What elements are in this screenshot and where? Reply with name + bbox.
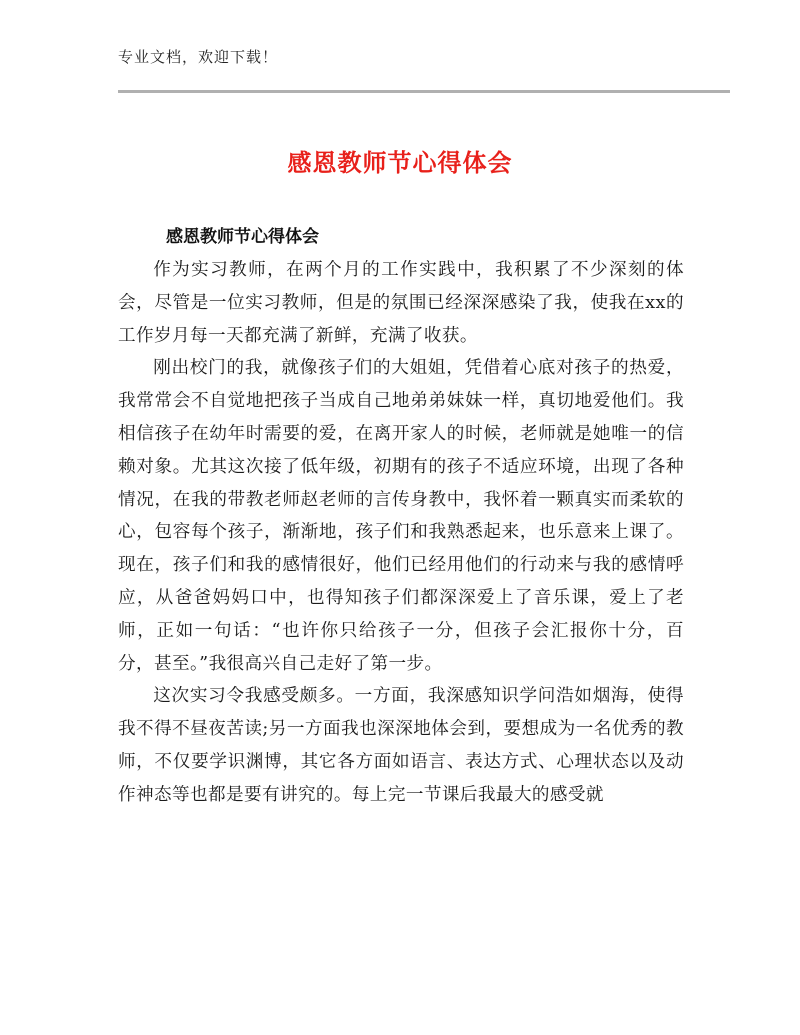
paragraph: 刚出校门的我，就像孩子们的大姐姐，凭借着心底对孩子的热爱，我常常会不自觉地把孩子当成自己地弟弟妹妹一样，真切地爱他们。我相信孩子在幼年时需要的爱，在离开家人的时候，老师就是她唯一的信赖对象。尤其这次接了低年级，初期有的孩子不适应环境，出现了各种情况，在我的带教老师赵老师的言传身教中，我怀着一颗真实而柔软的心，包容每个孩子，渐渐地，孩子们和我熟悉起来，也乐意来上课了。现在，孩子们和我的感情很好，他们已经用他们的行动来与我的感情呼应，从爸爸妈妈口中，也得知孩子们都深深爱上了音乐课，爱上了老师，正如一句话：“也许你只给孩子一分，但孩子会汇报你十分，百分，甚至。”我很高兴自己走好了第一步。 xyxy=(118,358,684,674)
paragraph: 作为实习教师，在两个月的工作实践中，我积累了不少深刻的体会，尽管是一位实习教师，但是的氛围已经深深感染了我，使我在xx的工作岁月每一天都充满了新鲜，充满了收获。 xyxy=(118,260,684,346)
paragraph: 这次实习令我感受颇多。一方面，我深感知识学问浩如烟海，使得我不得不昼夜苦读;另一方面我也深深地体会到，要想成为一名优秀的教师，不仅要学识渊博，其它各方面如语言、表达方式、心理状态以及动作神态等也都是要有讲究的。每上完一节课后我最大的感受就 xyxy=(118,686,684,805)
header-divider xyxy=(118,90,730,93)
document-body xyxy=(118,254,684,812)
header-note: 专业文档，欢迎下载！ xyxy=(118,48,279,66)
document-subtitle: 感恩教师节心得体会 xyxy=(166,227,319,247)
document-title: 感恩教师节心得体会 xyxy=(287,149,513,177)
